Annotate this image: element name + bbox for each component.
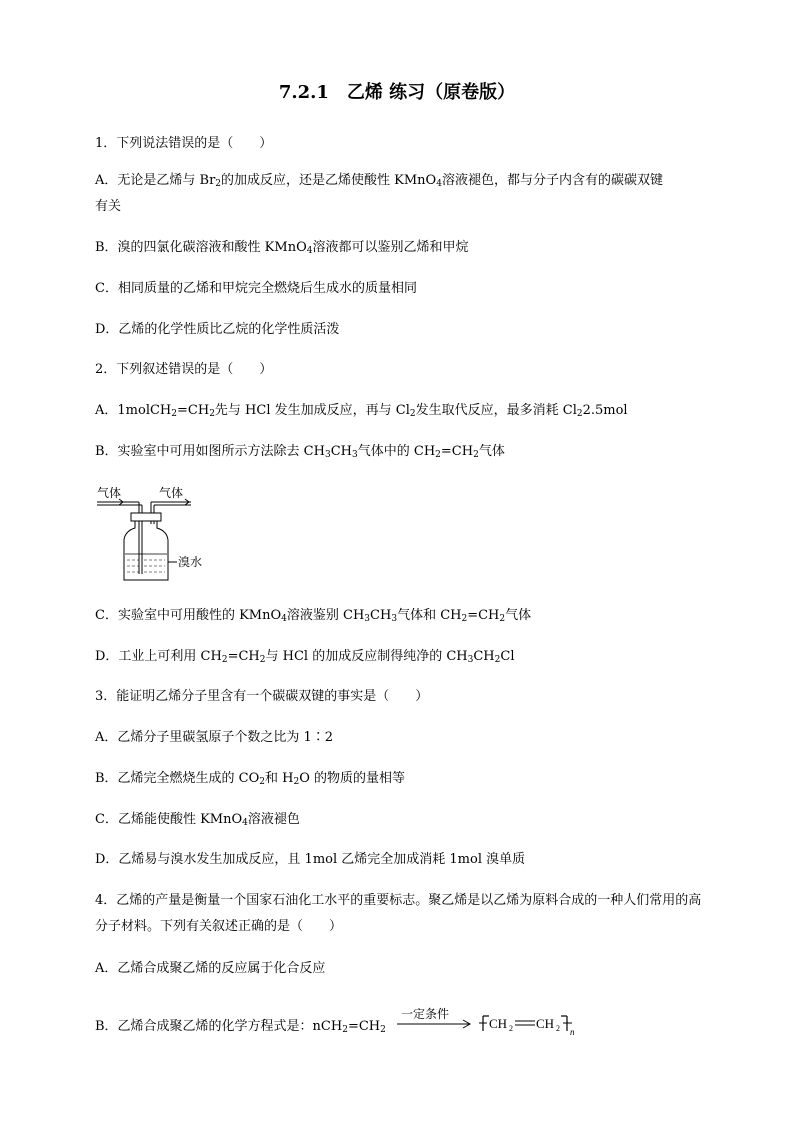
- q3-option-d: D．乙烯易与溴水发生加成反应，且 1mol 乙烯完全加成消耗 1mol 溴单质: [95, 852, 526, 867]
- q2-option-b: B．实验室中可用如图所示方法除去 $CH_3CH_3$气体中的 $CH_2=CH_2$气体: [95, 444, 505, 460]
- q3-option-c: C．乙烯能使酸性 KMnO$_4$溶液褪色: [95, 812, 300, 828]
- q4-option-b-text: B．乙烯合成聚乙烯的化学方程式是：$nCH_2=CH_2$: [95, 1019, 386, 1035]
- q4-stem: 4．乙烯的产量是衡量一个国家石油化工水平的重要标志。聚乙烯是以乙烯为原料合成的一种人们常用的高分子材料。下列有关叙述正确的是（ ）: [95, 893, 702, 934]
- q1-option-b: B．溴的四氯化碳溶液和酸性 KMnO$_4$溶液都可以鉴别乙烯和甲烷: [95, 240, 469, 256]
- q2-option-c: C．实验室中可用酸性的 KMnO$_4$溶液鉴别 $CH_3CH_3$气体和 $CH_2=CH_2$气体: [95, 608, 532, 624]
- fig-bromine-water-label: 溴水: [178, 555, 203, 569]
- polymer-unit-ch-right: CH: [536, 1016, 555, 1031]
- q3-stem: 3．能证明乙烯分子里含有一个碳碳双键的事实是（ ）: [95, 689, 429, 704]
- polymer-sub-right: 2: [556, 1024, 560, 1033]
- q2-option-a: A．$1molCH_2=CH_2$先与 HCl 发生加成反应，再与 $Cl_2$发生取代反应，最多消耗 $Cl_22.5mol$: [95, 403, 628, 419]
- reaction-condition: 一定条件: [401, 1007, 450, 1021]
- gas-washing-bottle-figure: [95, 484, 215, 584]
- q4-option-b: [95, 1004, 695, 1038]
- fig-outlet-label: 气体: [159, 486, 184, 500]
- q4-option-a: A．乙烯合成聚乙烯的反应属于化合反应: [95, 961, 326, 976]
- polymer-sub-left: 2: [509, 1024, 513, 1033]
- page-title: 7.2.1 乙烯 练习（原卷版）: [278, 82, 516, 103]
- polymer-unit-ch-left: CH: [489, 1016, 508, 1031]
- q3-option-a: A．乙烯分子里碳氢原子个数之比为 1∶2: [95, 730, 334, 745]
- gas-washing-bottle-diagram: [95, 484, 215, 584]
- q1-option-c: C．相同质量的乙烯和甲烷完全燃烧后生成水的质量相同: [95, 281, 417, 296]
- q2-option-d: D．工业上可利用 $CH_2=CH_2$与 HCl 的加成反应制得纯净的 $CH_3CH_2Cl$: [95, 649, 515, 665]
- reaction-equation: [397, 1004, 597, 1038]
- polymer-n: n: [570, 1027, 575, 1037]
- q1-option-a: A．无论是乙烯与 $Br_2$的加成反应，还是乙烯使酸性 KMnO$_4$溶液褪色，都与分子内含有的碳碳双键 有关: [95, 173, 663, 214]
- q1-stem: 1．下列说法错误的是（ ）: [95, 136, 273, 151]
- q3-option-b: B．乙烯完全燃烧生成的 $CO_2$和 $H_2O$ 的物质的量相等: [95, 771, 406, 787]
- fig-inlet-label: 气体: [97, 486, 122, 500]
- q1-option-d: D．乙烯的化学性质比乙烷的化学性质活泼: [95, 322, 340, 337]
- q2-stem: 2．下列叙述错误的是（ ）: [95, 362, 273, 377]
